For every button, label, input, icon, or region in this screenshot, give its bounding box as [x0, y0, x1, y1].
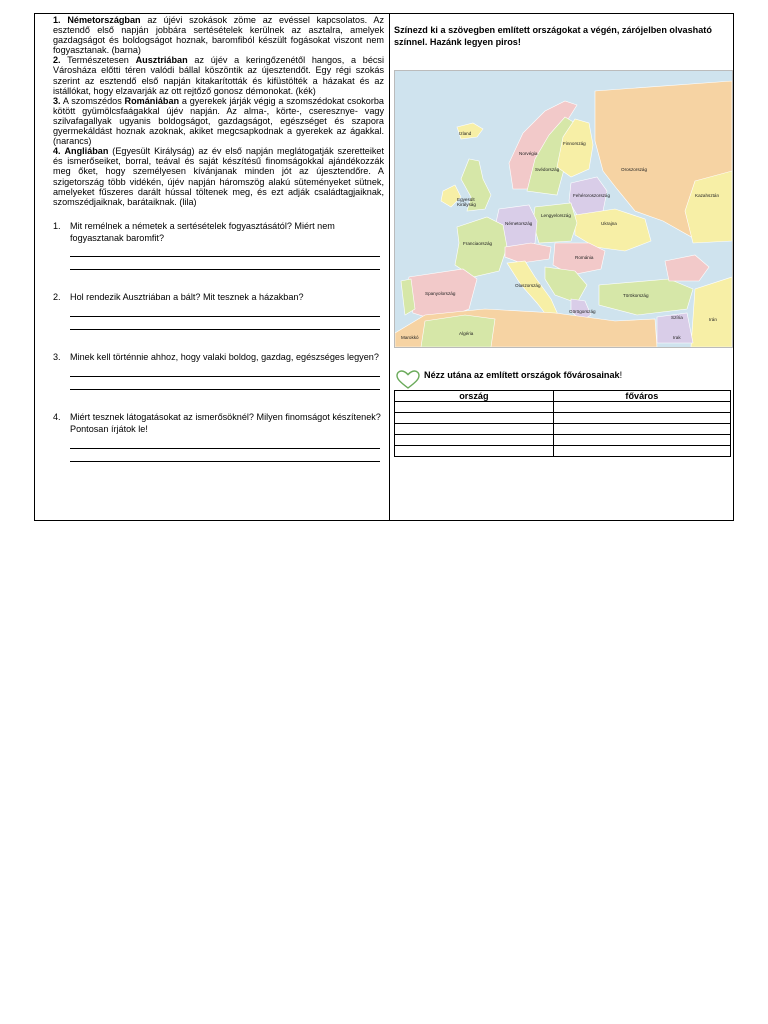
- answer-line[interactable]: [70, 317, 380, 330]
- answer-line[interactable]: [70, 436, 380, 449]
- country-cell[interactable]: [395, 413, 554, 424]
- question-number: 2.: [53, 292, 61, 303]
- header-country: ország: [395, 391, 554, 402]
- paragraph-romania: [53, 96, 384, 146]
- question-text: Hol rendezik Ausztriában a bált? Mit tesznek a házakban?: [70, 292, 304, 303]
- paragraph-text: az újév a keringőzenétől hangos, a bécsi Városháza előtti téren valódi bállal köszöntik az újesztendőt. Egy régi szokás szerint az esztendő első napján kitakarították és kifüstölték a házakat és az istállókat, hogy elzavarják az ott rejtőző gonosz démonokat. (kék): [53, 55, 384, 96]
- map-label-ukraine: Ukrajna: [601, 221, 617, 226]
- map-label-norway: Norvégia: [519, 151, 538, 156]
- answer-line[interactable]: [70, 377, 380, 390]
- map-label-turkey: Törökország: [623, 293, 649, 298]
- worksheet: [34, 13, 734, 521]
- paragraph-number: 4.: [53, 146, 61, 157]
- capitals-heading-row: [394, 370, 731, 390]
- table-row: [395, 446, 731, 457]
- answer-line[interactable]: [70, 244, 380, 257]
- question-text: Mit remélnek a németek a sertésételek fogyasztásától? Miért nem fogyasztanak baromfit?: [70, 220, 335, 243]
- paragraph-germany: [53, 15, 384, 55]
- map-label-poland: Lengyelország: [541, 213, 571, 218]
- paragraph-pre: Természetesen: [60, 55, 136, 66]
- capitals-heading-excl: !: [619, 370, 623, 380]
- question-3: [53, 352, 384, 390]
- answer-line[interactable]: [70, 304, 380, 317]
- capitals-heading: [424, 370, 622, 380]
- question-number: 4.: [53, 411, 61, 422]
- map-label-syria: Szíria: [671, 315, 683, 320]
- table-row: [395, 424, 731, 435]
- question-number: 3.: [53, 352, 61, 363]
- reading-column: [35, 14, 390, 520]
- map-label-algeria: Algéria: [459, 331, 474, 336]
- europe-map[interactable]: [394, 70, 733, 348]
- map-label-sweden: Svédország: [535, 167, 560, 172]
- paragraph-england: [53, 146, 384, 207]
- coloring-instruction: Színezd ki a szövegben említett országokat a végén, zárójelben olvasható színnel. Hazánk legyen piros!: [394, 25, 712, 47]
- capital-cell[interactable]: [553, 424, 730, 435]
- map-label-iran: Irán: [709, 317, 717, 322]
- answer-line[interactable]: [70, 364, 380, 377]
- table-row: [395, 413, 731, 424]
- paragraph-austria: [53, 55, 384, 95]
- map-label-morocco: Marokkó: [401, 335, 419, 340]
- capital-cell[interactable]: [553, 435, 730, 446]
- map-label-uk: Egyesült Királyság: [457, 197, 476, 208]
- table-row: [395, 435, 731, 446]
- capital-cell[interactable]: [553, 413, 730, 424]
- capitals-heading-text: Nézz utána az említett országok fővárosainak: [424, 370, 620, 380]
- map-label-finland: Finnország: [563, 141, 586, 146]
- question-4: [53, 412, 384, 462]
- map-label-germany: Németország: [505, 221, 533, 226]
- question-number: 1.: [53, 220, 61, 231]
- map-label-italy: Olaszország: [515, 283, 541, 288]
- country-name: Németországban: [67, 15, 141, 25]
- country-name: Romániában: [124, 95, 180, 106]
- map-label-iraq: Irak: [673, 335, 681, 340]
- paragraph-text: az újévi szokások zöme az evéssel kapcsolatos. Az esztendő első napján jobbára sertésételek kerülnek az asztalra, amelyek gazdagságot és boldogságot hoznak, baromfiból készült fogásokat viszont nem fogyasztanak. (barna): [53, 15, 384, 56]
- paragraph-number: 2.: [53, 55, 61, 66]
- map-drawing: [395, 71, 732, 347]
- question-text: Minek kell történnie ahhoz, hogy valaki boldog, gazdag, egészséges legyen?: [70, 352, 379, 363]
- capital-cell[interactable]: [553, 446, 730, 457]
- country-name: Angliában: [64, 146, 109, 157]
- capital-cell[interactable]: [553, 402, 730, 413]
- paragraph-number: 3.: [53, 95, 61, 106]
- country-cell[interactable]: [395, 402, 554, 413]
- map-label-france: Franciaország: [463, 241, 493, 246]
- paragraph-number: 1.: [53, 15, 61, 25]
- capitals-table: [394, 390, 731, 457]
- answer-line[interactable]: [70, 449, 380, 462]
- question-list: [53, 221, 384, 462]
- map-label-belarus: Fehéroroszország: [573, 193, 611, 198]
- header-capital: főváros: [553, 391, 730, 402]
- map-label-greece: Görögország: [569, 309, 596, 314]
- question-text: Miért tesznek látogatásokat az ismerősöknél? Milyen finomságot készítenek? Pontosan írjátok le!: [70, 411, 381, 434]
- paragraph-text: (Egyesült Királyság) az év első napján meglátogatják szeretteiket és ismerőseiket, borral, teával és saját készítésű finomságokkal ajándékozzák meg őket, hogy személyesen kívánjanak minden jót az újesztendőre. A szigetország több vidékén, újév napján háromszög alakú süteményeket sütnek, amelyeket fűszeres darált hússal töltenek meg, és ezt adják családtagjaiknak, szomszédjaiknak, barátaiknak. (lila): [53, 146, 384, 207]
- country-cell[interactable]: [395, 435, 554, 446]
- question-2: [53, 292, 384, 330]
- heart-icon: [396, 370, 420, 390]
- map-label-iceland: Izland: [459, 131, 472, 136]
- question-1: [53, 221, 384, 271]
- table-row: [395, 402, 731, 413]
- country-cell[interactable]: [395, 446, 554, 457]
- map-label-romania: Románia: [575, 255, 594, 260]
- answer-line[interactable]: [70, 257, 380, 270]
- country-name: Ausztriában: [135, 55, 188, 66]
- country-cell[interactable]: [395, 424, 554, 435]
- paragraph-text: a gyerekek járják végig a szomszédokat csokorba kötött gyümölcsfaágakkal újév napján. Az alma-, körte-, cseresznye- vagy szilvafagallyak ugyanis boldogságot, gazdagságot, egészséget és szapora gyermekáldást hoznak azoknak, akiket megcsapkodnak a gyerekek az ágakkal. (narancs): [53, 95, 384, 147]
- paragraph-pre: A szomszédos: [60, 95, 125, 106]
- task-column: [390, 14, 735, 520]
- map-label-russia: Oroszország: [621, 167, 648, 172]
- map-label-kazakhstan: Kazahsztán: [695, 193, 720, 198]
- map-label-spain: Spanyolország: [425, 291, 456, 296]
